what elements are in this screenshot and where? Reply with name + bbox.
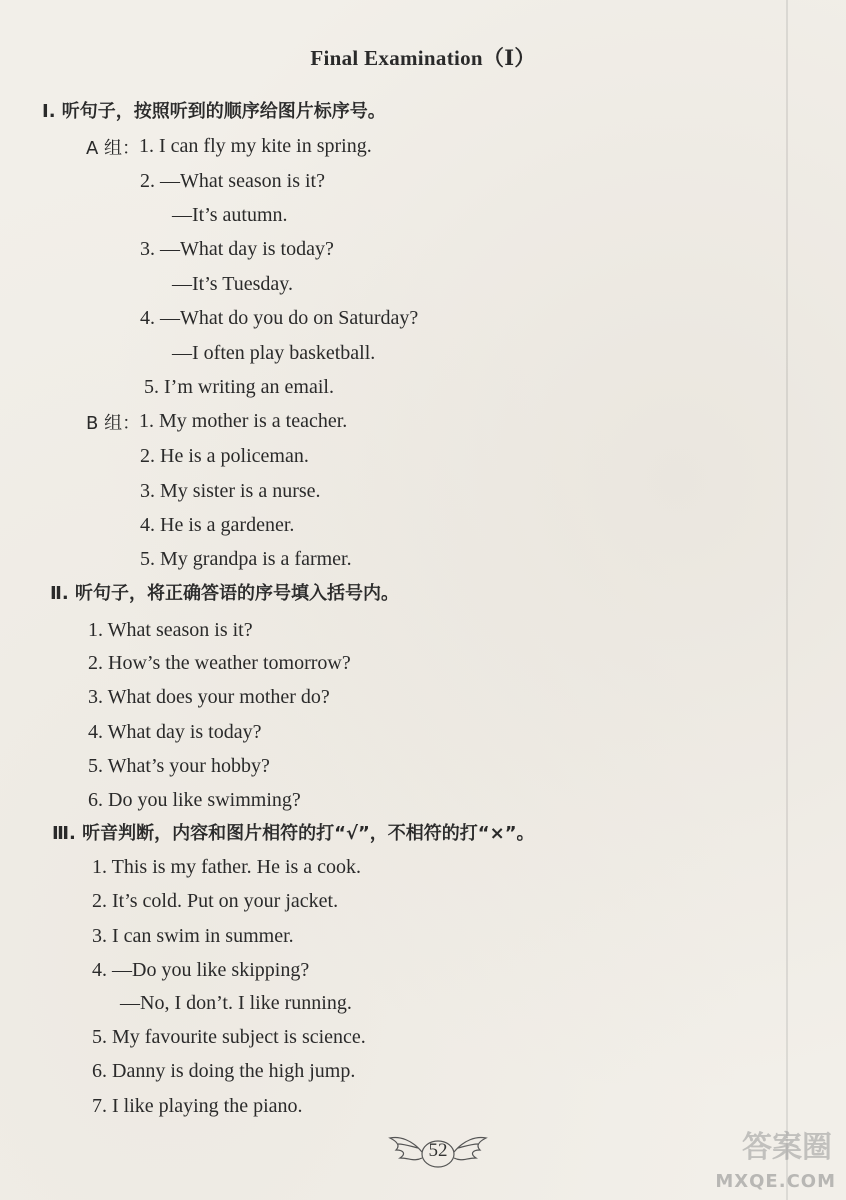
- group-a-item-1: 1. I can fly my kite in spring.: [139, 135, 372, 157]
- group-a-label: A 组：: [86, 138, 141, 159]
- group-b-item-5: 5. My grandpa is a farmer.: [140, 548, 352, 570]
- section-2-item-2: 2. How’s the weather tomorrow?: [88, 652, 351, 674]
- group-a-item-2: 2. —What season is it?: [140, 170, 325, 192]
- group-a-item-4-answer: —I often play basketball.: [172, 342, 376, 364]
- group-a-item-3: 3. —What day is today?: [140, 238, 334, 260]
- page-title: Final Examination（Ⅰ）: [310, 46, 536, 70]
- section-3-item-5: 5. My favourite subject is science.: [92, 1026, 366, 1048]
- section-2-item-6: 6. Do you like swimming?: [88, 789, 301, 811]
- group-b-item-1: 1. My mother is a teacher.: [139, 410, 348, 432]
- group-b-item-3: 3. My sister is a nurse.: [140, 480, 321, 502]
- group-a-item-4: 4. —What do you do on Saturday?: [140, 307, 419, 329]
- section-2-heading: Ⅱ. 听句子，将正确答语的序号填入括号内。: [50, 583, 399, 604]
- watermark: [696, 1122, 836, 1192]
- group-b-label: B 组：: [86, 413, 141, 434]
- section-3-item-2: 2. It’s cold. Put on your jacket.: [92, 890, 339, 912]
- section-3-heading: Ⅲ. 听音判断，内容和图片相符的打“√”，不相符的打“×”。: [52, 823, 535, 844]
- page-edge-shadow: [786, 0, 788, 1200]
- section-3-item-6: 6. Danny is doing the high jump.: [92, 1060, 356, 1082]
- group-b-item-4: 4. He is a gardener.: [140, 514, 295, 536]
- section-3-item-4-answer: —No, I don’t. I like running.: [120, 992, 352, 1014]
- section-1-heading: Ⅰ. 听句子，按照听到的顺序给图片标序号。: [42, 101, 386, 122]
- group-a-item-3-answer: —It’s Tuesday.: [172, 273, 293, 295]
- section-2-item-3: 3. What does your mother do?: [88, 686, 330, 708]
- group-a-item-5: 5. I’m writing an email.: [144, 376, 334, 398]
- section-2-item-5: 5. What’s your hobby?: [88, 755, 270, 777]
- section-2-item-4: 4. What day is today?: [88, 721, 262, 743]
- group-b-item-2: 2. He is a policeman.: [140, 445, 309, 467]
- section-3-item-7: 7. I like playing the piano.: [92, 1095, 303, 1117]
- page-number-badge: [388, 1126, 488, 1186]
- watermark-site: MXQE.COM: [715, 1171, 836, 1192]
- section-3-item-4: 4. —Do you like skipping?: [92, 959, 310, 981]
- section-2-item-1: 1. What season is it?: [88, 619, 253, 641]
- section-3-item-1: 1. This is my father. He is a cook.: [92, 856, 362, 878]
- group-a-item-2-answer: —It’s autumn.: [172, 204, 288, 226]
- section-3-item-3: 3. I can swim in summer.: [92, 925, 294, 947]
- watermark-logo: 答案圈: [742, 1130, 832, 1165]
- page-number: 52: [428, 1140, 448, 1161]
